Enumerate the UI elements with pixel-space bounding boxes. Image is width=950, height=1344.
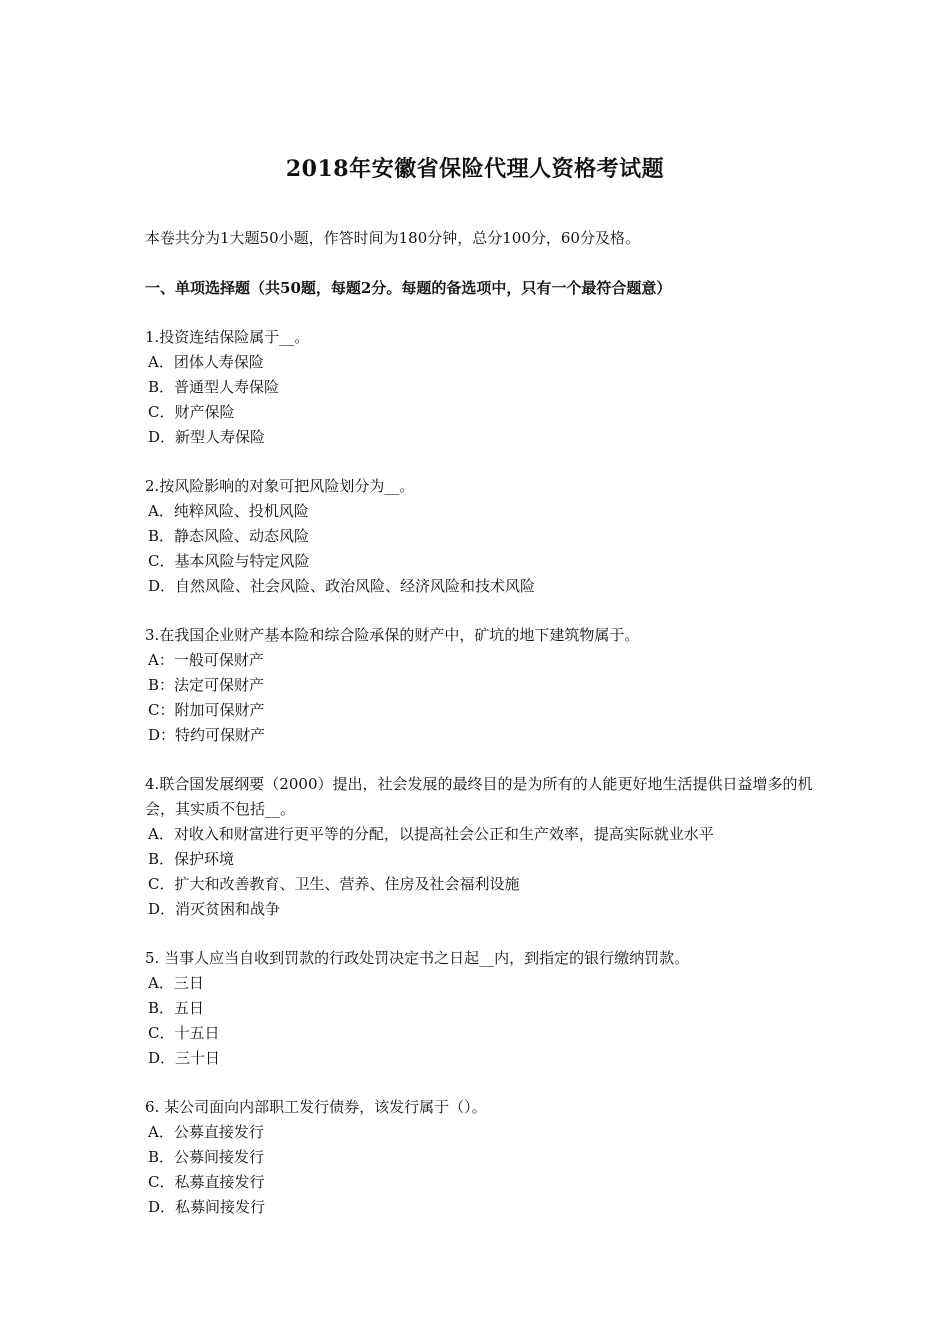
question-stem: 4.联合国发展纲要（2000）提出，社会发展的最终目的是为所有的人能更好地生活提供日益增多的机会，其实质不包括__。	[145, 775, 813, 818]
question-3	[145, 623, 815, 748]
question-2	[145, 474, 815, 599]
document-body	[145, 226, 815, 1220]
option-b: B．五日	[148, 999, 205, 1017]
option-b: B．公募间接发行	[148, 1148, 265, 1166]
option-c: C．基本风险与特定风险	[148, 552, 310, 570]
option-d: D．三十日	[148, 1049, 221, 1067]
question-stem: 5. 当事人应当自收到罚款的行政处罚决定书之日起__内，到指定的银行缴纳罚款。	[145, 949, 690, 967]
option-a: A．团体人寿保险	[148, 353, 264, 371]
option-b: B．普通型人寿保险	[148, 378, 280, 396]
option-a: A．对收入和财富进行更平等的分配，以提高社会公正和生产效率，提高实际就业水平	[148, 825, 714, 843]
option-d: D．私募间接发行	[148, 1198, 266, 1216]
option-c: C：附加可保财产	[148, 701, 265, 719]
question-5	[145, 946, 815, 1071]
option-b: B．保护环境	[148, 850, 235, 868]
document-title: 2018年安徽省保险代理人资格考试题	[285, 156, 665, 182]
option-c: C．财产保险	[148, 403, 235, 421]
question-stem: 6. 某公司面向内部职工发行债券，该发行属于（）。	[145, 1098, 487, 1116]
option-c: C．扩大和改善教育、卫生、营养、住房及社会福利设施	[148, 875, 520, 893]
option-a: A．纯粹风险、投机风险	[148, 502, 309, 520]
exam-intro: 本卷共分为1大题50小题，作答时间为180分钟，总分100分，60分及格。	[145, 229, 640, 247]
option-d: D．自然风险、社会风险、政治风险、经济风险和技术风险	[148, 577, 536, 595]
question-stem: 1.投资连结保险属于__。	[145, 328, 310, 346]
option-a: A：一般可保财产	[148, 651, 264, 669]
question-6	[145, 1095, 815, 1220]
option-c: C．十五日	[148, 1024, 220, 1042]
question-stem: 3.在我国企业财产基本险和综合险承保的财产中，矿坑的地下建筑物属于。	[145, 626, 640, 644]
option-c: C．私募直接发行	[148, 1173, 265, 1191]
option-a: A．公募直接发行	[148, 1123, 264, 1141]
option-d: D：特约可保财产	[148, 726, 266, 744]
question-stem: 2.按风险影响的对象可把风险划分为__。	[145, 477, 415, 495]
option-b: B：法定可保财产	[148, 676, 265, 694]
question-4	[145, 772, 815, 922]
option-d: D．消灭贫困和战争	[148, 900, 281, 918]
option-d: D．新型人寿保险	[148, 428, 266, 446]
question-1	[145, 325, 815, 450]
option-b: B．静态风险、动态风险	[148, 527, 310, 545]
section-heading: 一、单项选择题（共50题，每题2分。每题的备选项中，只有一个最符合题意）	[145, 279, 672, 297]
option-a: A．三日	[148, 974, 204, 992]
